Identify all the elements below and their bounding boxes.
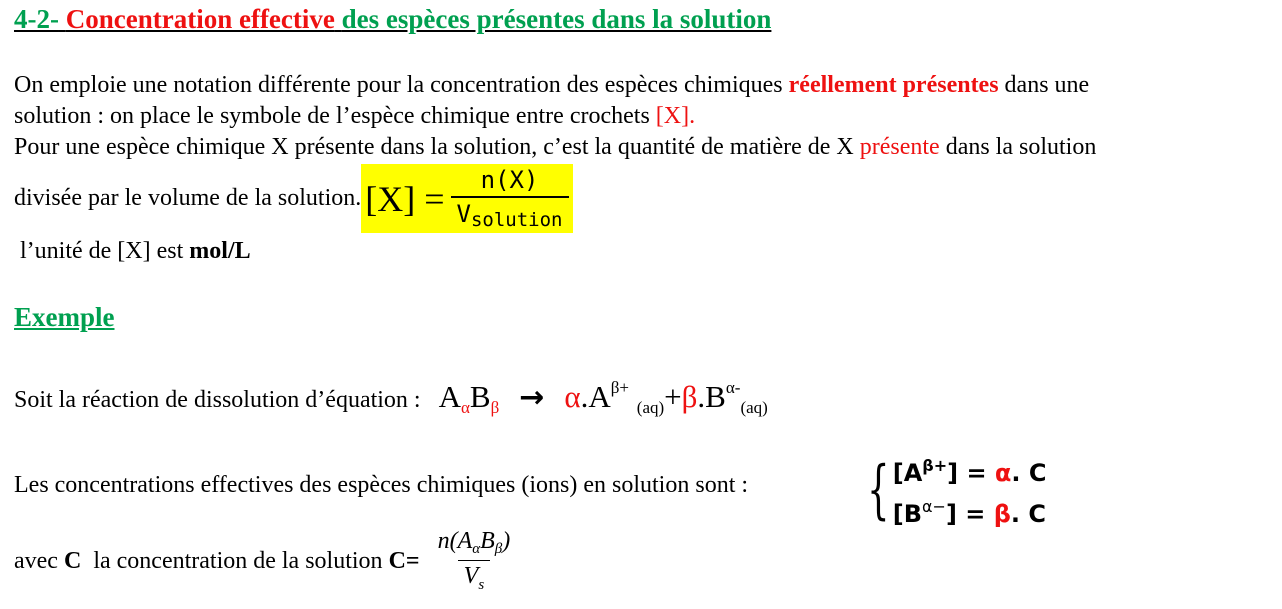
charge: β+ xyxy=(922,456,948,475)
text: dans la solution xyxy=(945,134,1097,160)
text: avec xyxy=(14,547,58,574)
c-fraction xyxy=(432,528,517,594)
unit-text: mol/L xyxy=(189,238,251,264)
a-charge: β+ xyxy=(610,378,630,397)
c-numerator xyxy=(432,528,517,560)
aq-state: (aq) xyxy=(740,398,768,417)
paragraph-line-4 xyxy=(14,164,573,233)
text: Soit la réaction de dissolution d’équation : xyxy=(14,387,421,413)
a-ion: .A xyxy=(580,379,611,414)
emphasis-text: présente xyxy=(859,134,940,160)
text: Pour une espèce chimique X présente dans la solution, c’est la quantité de matière de X xyxy=(14,134,854,160)
plus: + xyxy=(664,379,682,414)
products xyxy=(564,378,768,417)
heading-title-rest: des espèces présentes dans la solution xyxy=(341,4,772,34)
system-row-2 xyxy=(893,490,1047,531)
a-symbol: A xyxy=(438,379,461,414)
formula-lhs: [X] = xyxy=(365,178,445,219)
emphasis-text: réellement présentes xyxy=(788,72,999,98)
concentration-system xyxy=(858,449,1047,531)
c-denominator xyxy=(458,560,491,594)
avec-line xyxy=(14,528,516,594)
text: dans une xyxy=(1004,72,1090,98)
s-subscript: s xyxy=(478,577,485,593)
reaction-line xyxy=(14,378,768,418)
text: [A xyxy=(892,459,923,487)
brace-icon: { xyxy=(867,453,890,527)
example-heading: Exemple xyxy=(14,302,115,332)
formula-numerator: n(X) xyxy=(480,166,539,194)
paragraph-line-2 xyxy=(14,103,695,130)
system-rows xyxy=(893,449,1047,531)
heading-title-red: Concentration effective xyxy=(65,4,335,34)
aq-state: (aq) xyxy=(636,398,665,417)
alpha-subscript: α xyxy=(460,398,470,417)
concentrations-intro: Les concentrations effectives des espèces chimiques (ions) en solution sont : xyxy=(14,472,749,498)
paragraph-line-3 xyxy=(14,134,1096,161)
alpha-subscript: α xyxy=(472,541,481,557)
charge: α− xyxy=(921,497,946,516)
system-row-1 xyxy=(893,449,1047,490)
text: ) xyxy=(502,528,511,554)
section-heading xyxy=(14,4,771,35)
b-charge: α- xyxy=(725,378,741,397)
alpha-coefficient: α xyxy=(994,459,1012,487)
beta-subscript: β xyxy=(494,541,503,557)
text: divisée par le volume de la solution. xyxy=(14,185,362,211)
reactant xyxy=(438,379,500,417)
b-ion: .B xyxy=(697,379,726,414)
text: ] = xyxy=(947,459,987,487)
text: l’unité de [X] est xyxy=(20,238,184,264)
text: la concentration de la solution xyxy=(93,547,383,574)
formula-fraction xyxy=(451,166,569,231)
b-symbol: B xyxy=(469,379,491,414)
text: B xyxy=(480,528,495,554)
subscript: solution xyxy=(470,209,563,231)
text: ] = xyxy=(945,500,986,528)
v-symbol: V xyxy=(456,200,471,228)
text: [B xyxy=(892,500,922,528)
beta-subscript: β xyxy=(490,398,500,417)
beta-coefficient: β xyxy=(993,500,1011,528)
concentration-formula xyxy=(361,164,572,233)
text: n(A xyxy=(437,528,473,554)
text: solution : on place le symbole de l’espèce chimique entre crochets xyxy=(14,103,650,129)
symbol-text: [X]. xyxy=(655,103,696,129)
beta-coefficient: β xyxy=(681,379,698,414)
alpha-coefficient: α xyxy=(564,379,581,414)
v-symbol: V xyxy=(463,563,479,589)
section-number: 4-2- xyxy=(14,4,59,34)
text: On emploie une notation différente pour la concentration des espèces chimiques xyxy=(14,72,783,98)
arrow-icon: → xyxy=(519,380,545,415)
text: . C xyxy=(1011,459,1047,487)
paragraph-line-1 xyxy=(14,72,1089,99)
c-equals: C= xyxy=(388,547,420,574)
c-symbol: C xyxy=(63,547,82,574)
formula-denominator xyxy=(451,196,569,231)
text: . C xyxy=(1010,500,1047,528)
unit-line xyxy=(20,238,251,265)
